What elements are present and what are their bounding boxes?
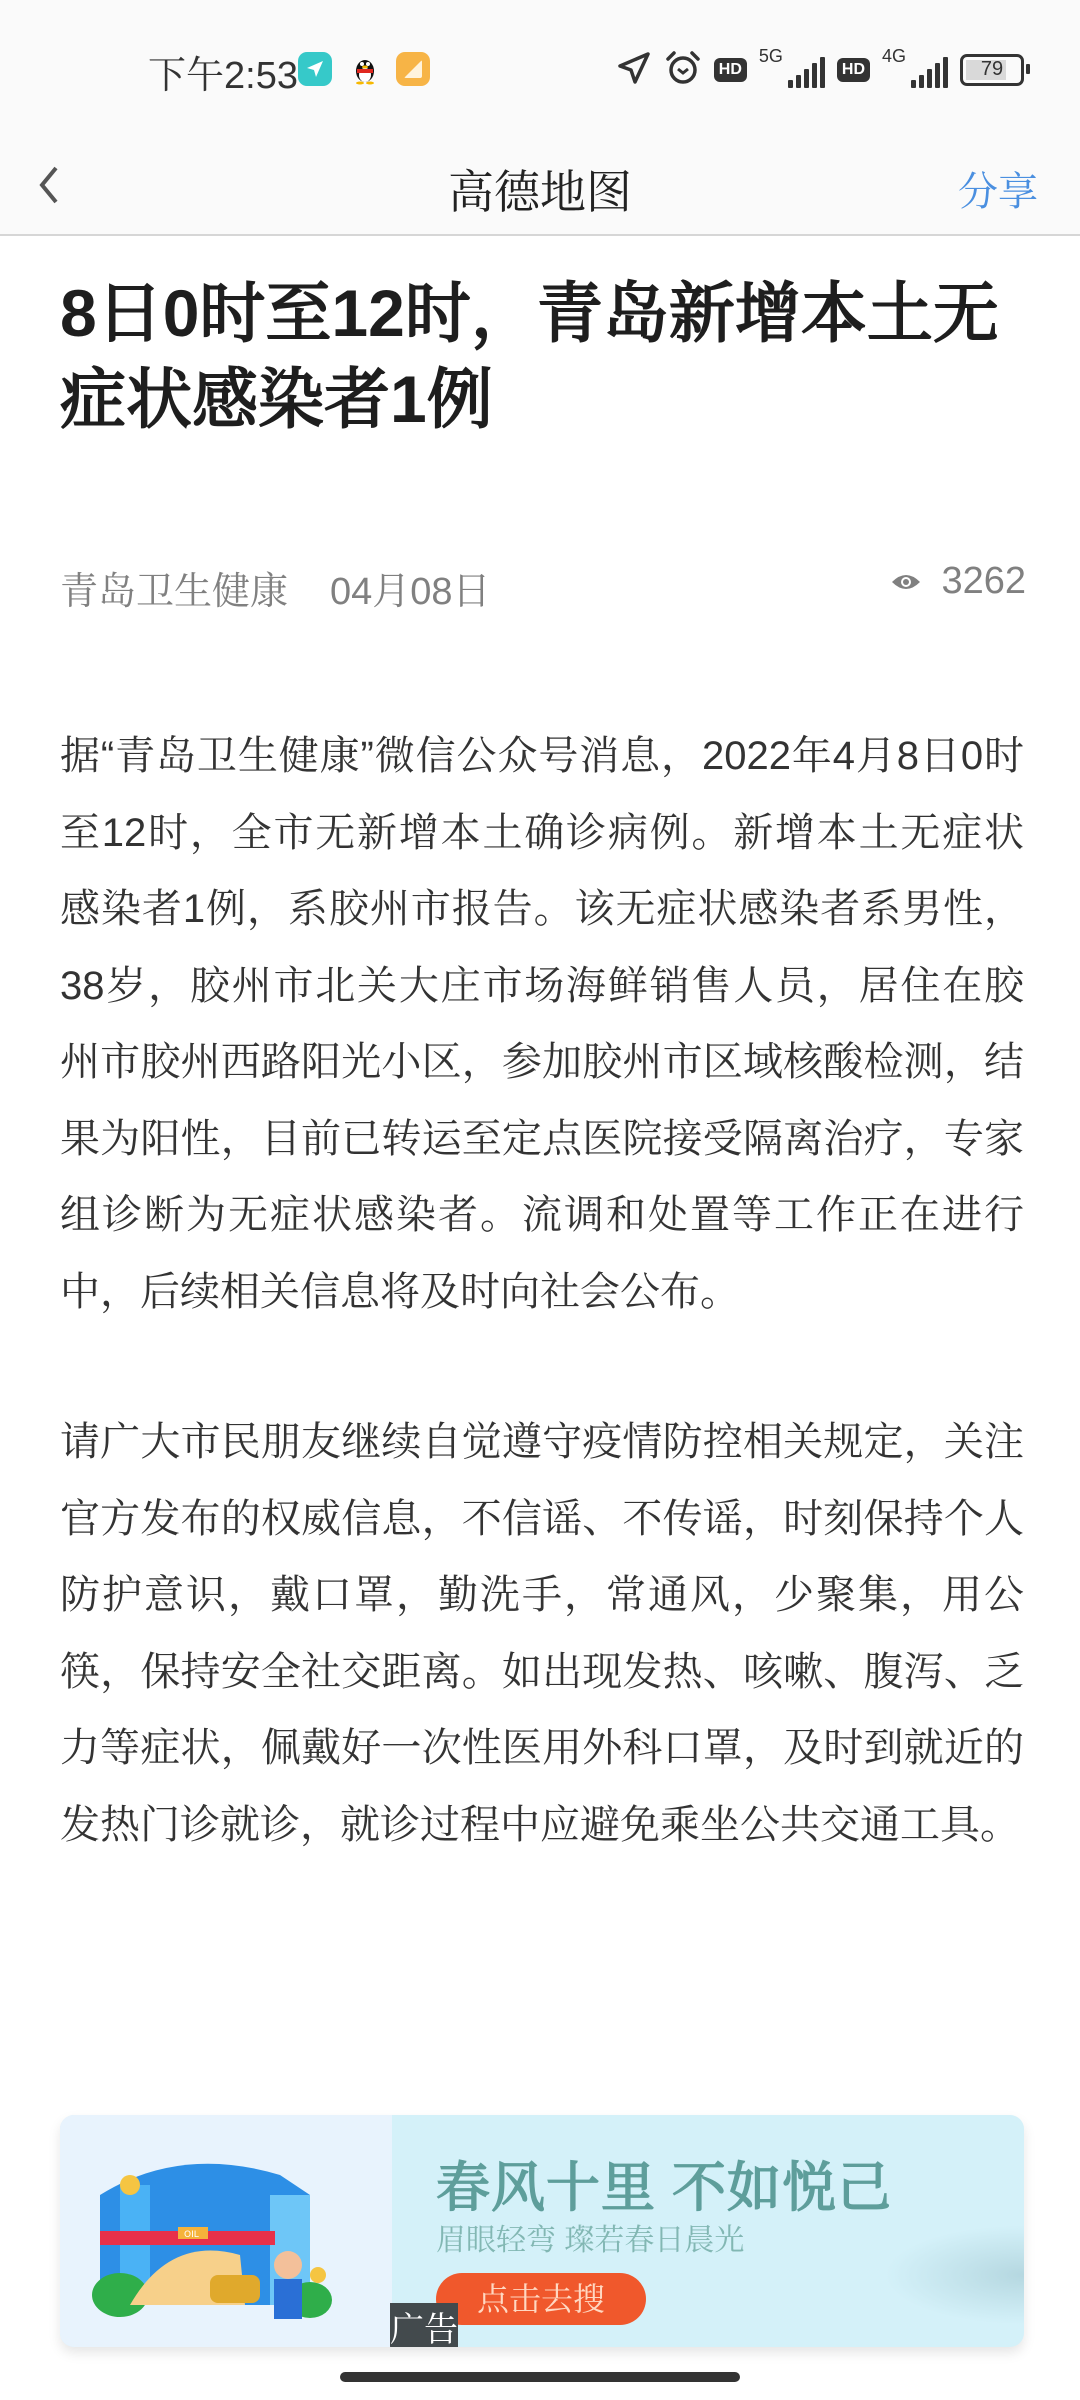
alarm-icon xyxy=(664,49,702,92)
ad-subline: 眉眼轻弯 璨若春日晨光 xyxy=(436,2224,745,2257)
ad-label: 广告 xyxy=(390,2303,458,2347)
status-time: 下午2:53 xyxy=(148,55,298,97)
4g-signal-icon: 4G xyxy=(882,50,948,90)
top-nav-bar xyxy=(0,136,1080,236)
battery-icon: 79 xyxy=(960,54,1024,86)
svg-text:OIL: OIL xyxy=(184,2230,199,2240)
hd-icon: HD xyxy=(714,58,747,82)
5g-signal-icon: 5G xyxy=(759,50,825,90)
article xyxy=(60,270,1026,1847)
gas-station-illustration-icon xyxy=(60,2115,392,2347)
location-arrow-icon xyxy=(616,50,652,91)
paragraph: 请广大市民朋友继续自觉遵守疫情防控相关规定，关注官方发布的权威信息，不信谣、不传谣，时刻保持个人防护意识，戴口罩，勤洗手，常通风，少聚集，用公筷，保持安全社交距离。如出现发热、咳嗽、腹泻、乏力等症状，佩戴好一次性医用外科口罩，及时到就近的发热门诊就诊，就诊过程中应避免乘坐公共交通工具。 xyxy=(60,1420,1024,1847)
status-icons xyxy=(616,48,1024,92)
qq-icon xyxy=(348,52,382,86)
hd-icon: HD xyxy=(837,58,870,82)
status-bar xyxy=(0,0,1080,136)
ad-banner[interactable] xyxy=(60,2115,1024,2347)
article-title: 8日0时至12时，青岛新增本土无症状感染者1例 xyxy=(60,276,999,436)
eye-icon xyxy=(891,572,921,592)
navigation-app-icon xyxy=(298,52,332,86)
page-title: 高德地图 xyxy=(448,166,632,218)
view-count: 3262 xyxy=(891,560,1026,603)
home-indicator[interactable] xyxy=(340,2372,740,2382)
article-date: 04月08日 xyxy=(330,571,491,613)
share-button[interactable]: 分享 xyxy=(958,170,1038,214)
article-source: 青岛卫生健康 xyxy=(60,571,289,613)
ad-cta-button[interactable]: 点击去搜 xyxy=(436,2273,646,2325)
notes-app-icon xyxy=(396,52,430,86)
article-body xyxy=(60,718,1024,1937)
ad-illustration xyxy=(60,2115,392,2347)
article-meta xyxy=(60,560,1026,613)
ad-decoration xyxy=(884,2225,1024,2325)
paragraph: 据“青岛卫生健康”微信公众号消息，2022年4月8日0时至12时，全市无新增本土确诊病例。新增本土无症状感染者1例，系胶州市报告。该无症状感染者系男性，38岁，胶州市北关大庄市场海鲜销售人员，居住在胶州市胶州西路阳光小区，参加胶州市区域核酸检测，结果为阳性，目前已转运至定点医院接受隔离治疗，专家组诊断为无症状感染者。流调和处置等工作正在进行中，后续相关信息将及时向社会公布。 xyxy=(60,734,1024,1314)
ad-headline: 春风十里 不如悦己 xyxy=(436,2158,893,2218)
